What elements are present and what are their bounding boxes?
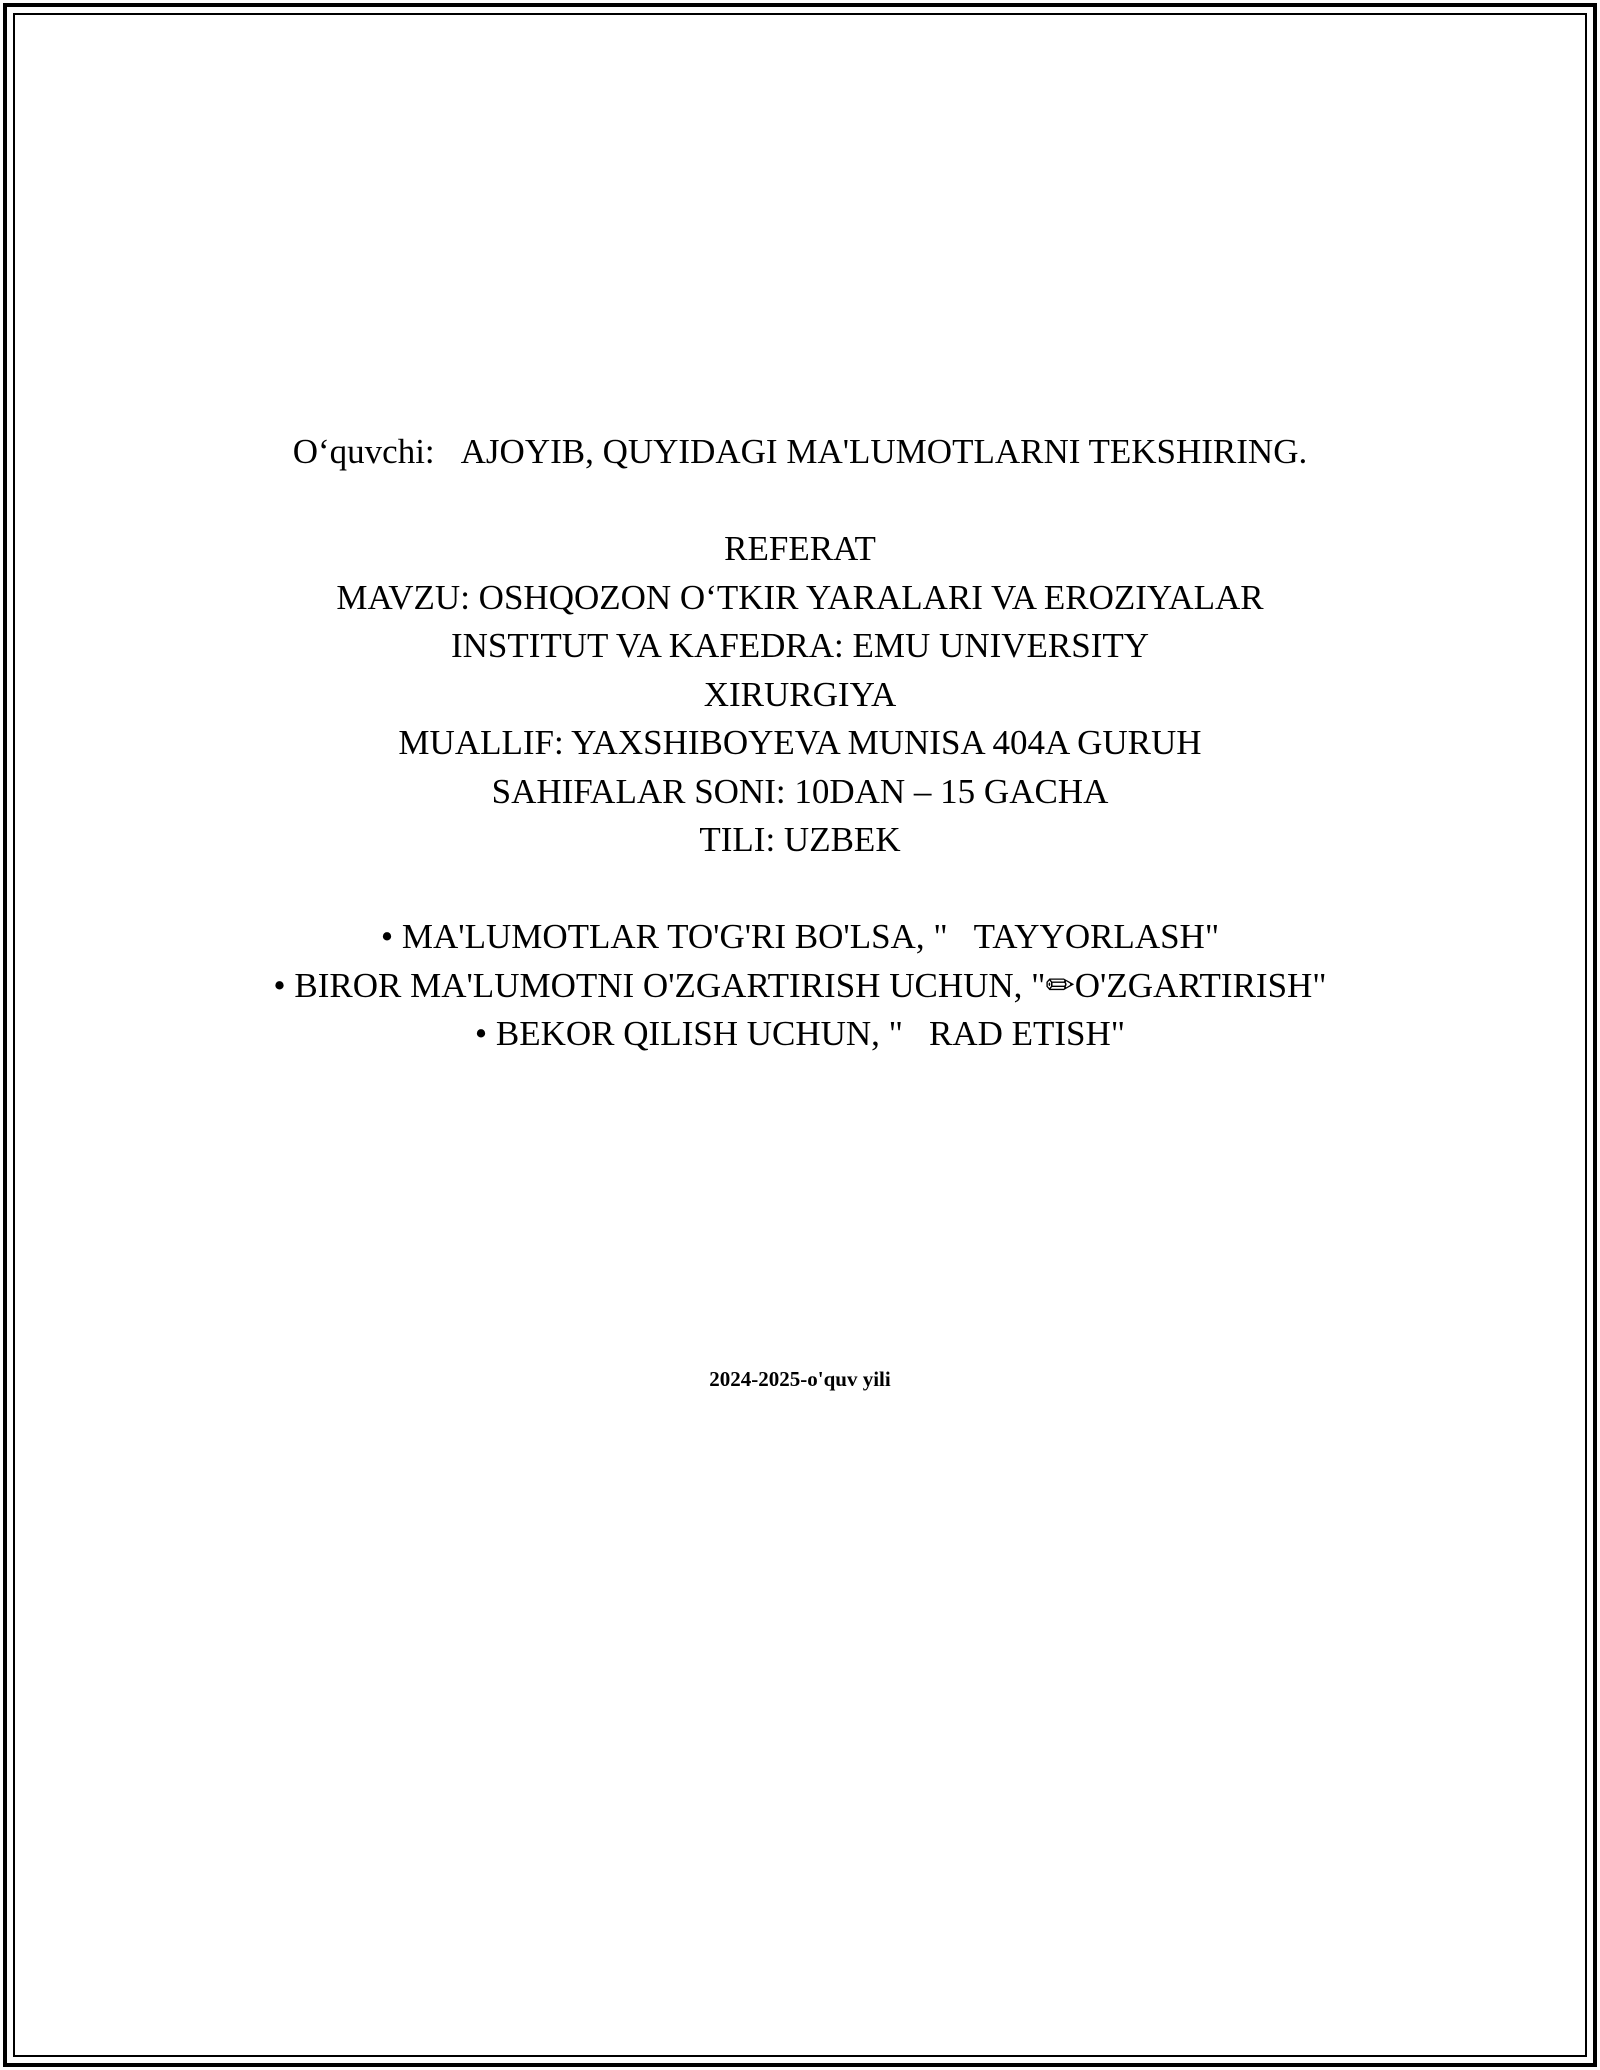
detail-author: MUALLIF: YAXSHIBOYEVA MUNISA 404A GURUH (398, 723, 1202, 762)
document-body (0, 428, 1600, 1059)
detail-title: REFERAT (724, 529, 876, 568)
detail-pages: SAHIFALAR SONI: 10DAN – 15 GACHA (491, 771, 1109, 811)
instruction-cancel: • BEKOR QILISH UCHUN, " RAD ETISH" (474, 1014, 1126, 1053)
student-label: O‘quvchi: (292, 432, 435, 471)
header-line (0, 428, 1600, 477)
detail-topic: MAVZU: OSHQOZON O‘TKIR YARALARI VA EROZIYALAR (336, 577, 1264, 617)
detail-department: XIRURGIYA (703, 674, 897, 714)
header-message: AJOYIB, QUYIDAGI MA'LUMOTLARNI TEKSHIRING. (460, 432, 1308, 471)
instruction-confirm: • MA'LUMOTLAR TO'G'RI BO'LSA, " TAYYORLASH" (380, 917, 1220, 956)
instruction-edit: • BIROR MA'LUMOTNI O'ZGARTIRISH UCHUN, "✏O'ZGARTIRISH" (273, 965, 1327, 1005)
academic-year: 2024-2025-o'quv yili (709, 1367, 891, 1391)
detail-language: TILI: UZBEK (699, 820, 901, 859)
detail-institute: INSTITUT VA KAFEDRA: EMU UNIVERSITY (450, 626, 1150, 665)
